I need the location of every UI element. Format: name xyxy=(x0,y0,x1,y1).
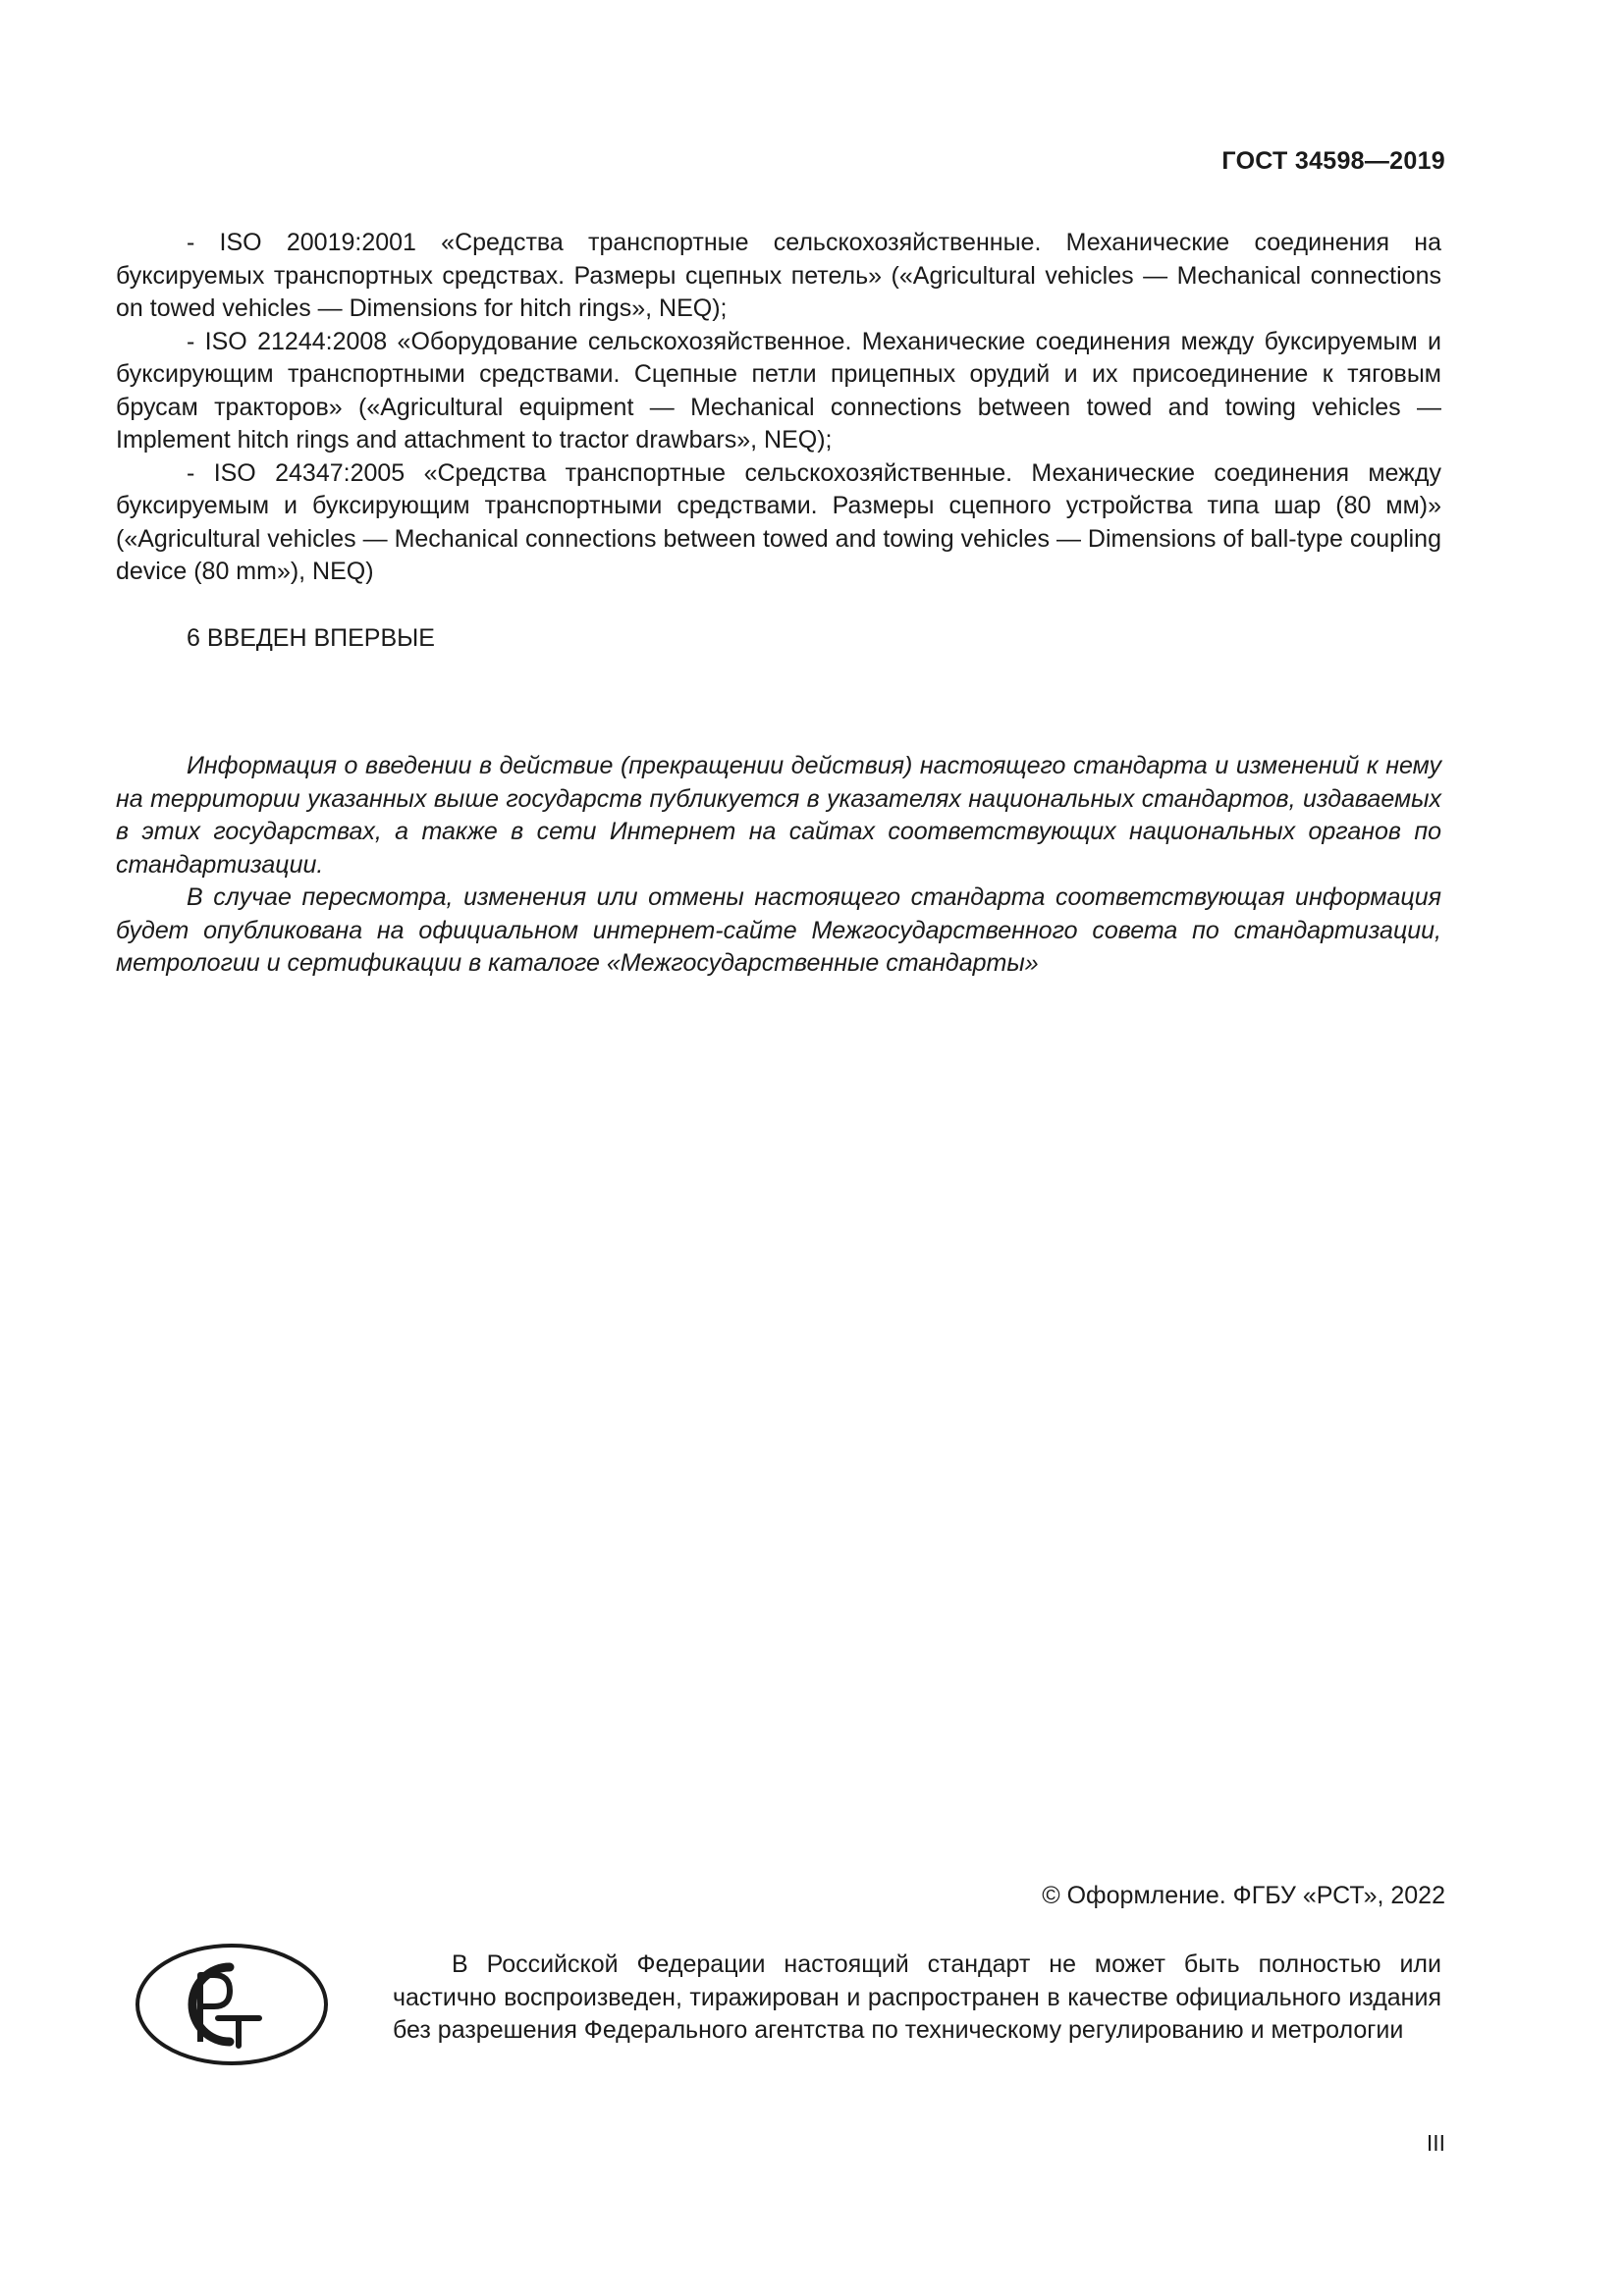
info-paragraph: В случае пересмотра, изменения или отмены настоящего стандарта соответствующая информация будет опубликована на официальном интернет-сайте Межгосударственного совета по стандартизации, метрологии и сертификации в каталоге «Межгосударственные стандарты» xyxy=(116,883,1441,977)
info-paragraph: Информация о введении в действие (прекращении действия) настоящего стандарта и изменений к нему на территории указанных выше государств публикуется в указателях национальных стандартов, издаваемых в этих государствах, а также в сети Интернет на сайтах соответствующих национальных органов по стандартизации. xyxy=(116,752,1441,879)
reference-list xyxy=(116,227,1441,589)
reference-item-iso-21244: - ISO 21244:2008 «Оборудование сельскохозяйственное. Механические соединения между буксируемым и буксирующим транспортными средствами. Сцепные петли прицепных орудий и их присоединение к тяговым брусам тракторов» («Agricultural equipment — Mechanical connections between towed and towing vehicles — Implement hitch rings and attachment to tractor drawbars», NEQ); xyxy=(116,327,1441,454)
reference-item-iso-20019: - ISO 20019:2001 «Средства транспортные сельскохозяйственные. Механические соединения на буксируемых транспортных средствах. Размеры сцепных петель» («Agricultural vehicles — Mechanical connections on towed vehicles — Dimensions for hitch rings», NEQ); xyxy=(116,229,1441,322)
info-block xyxy=(116,750,1441,981)
standard-header: ГОСТ 34598—2019 xyxy=(1221,147,1445,175)
legal-notice xyxy=(393,1949,1441,2048)
copyright-line: © Оформление. ФГБУ «РСТ», 2022 xyxy=(1042,1882,1445,1909)
introduction-note: 6 ВВЕДЕН ВПЕРВЫЕ xyxy=(187,624,435,652)
page-number: III xyxy=(1426,2130,1445,2156)
rst-logo-icon xyxy=(134,1942,330,2067)
reference-item-iso-24347: - ISO 24347:2005 «Средства транспортные сельскохозяйственные. Механические соединения между буксируемым и буксирующим транспортными средствами. Размеры сцепного устройства типа шар (80 мм)» («Agricultural vehicles — Mechanical connections between towed and towing vehicles — Dimensions of ball-type coupling device (80 mm»), NEQ) xyxy=(116,458,1441,585)
legal-notice-text: В Российской Федерации настоящий стандарт не может быть полностью или частично воспроизведен, тиражирован и распространен в качестве официального издания без разрешения Федерального агентства по техническому регулированию и метрологии xyxy=(393,1950,1441,2044)
